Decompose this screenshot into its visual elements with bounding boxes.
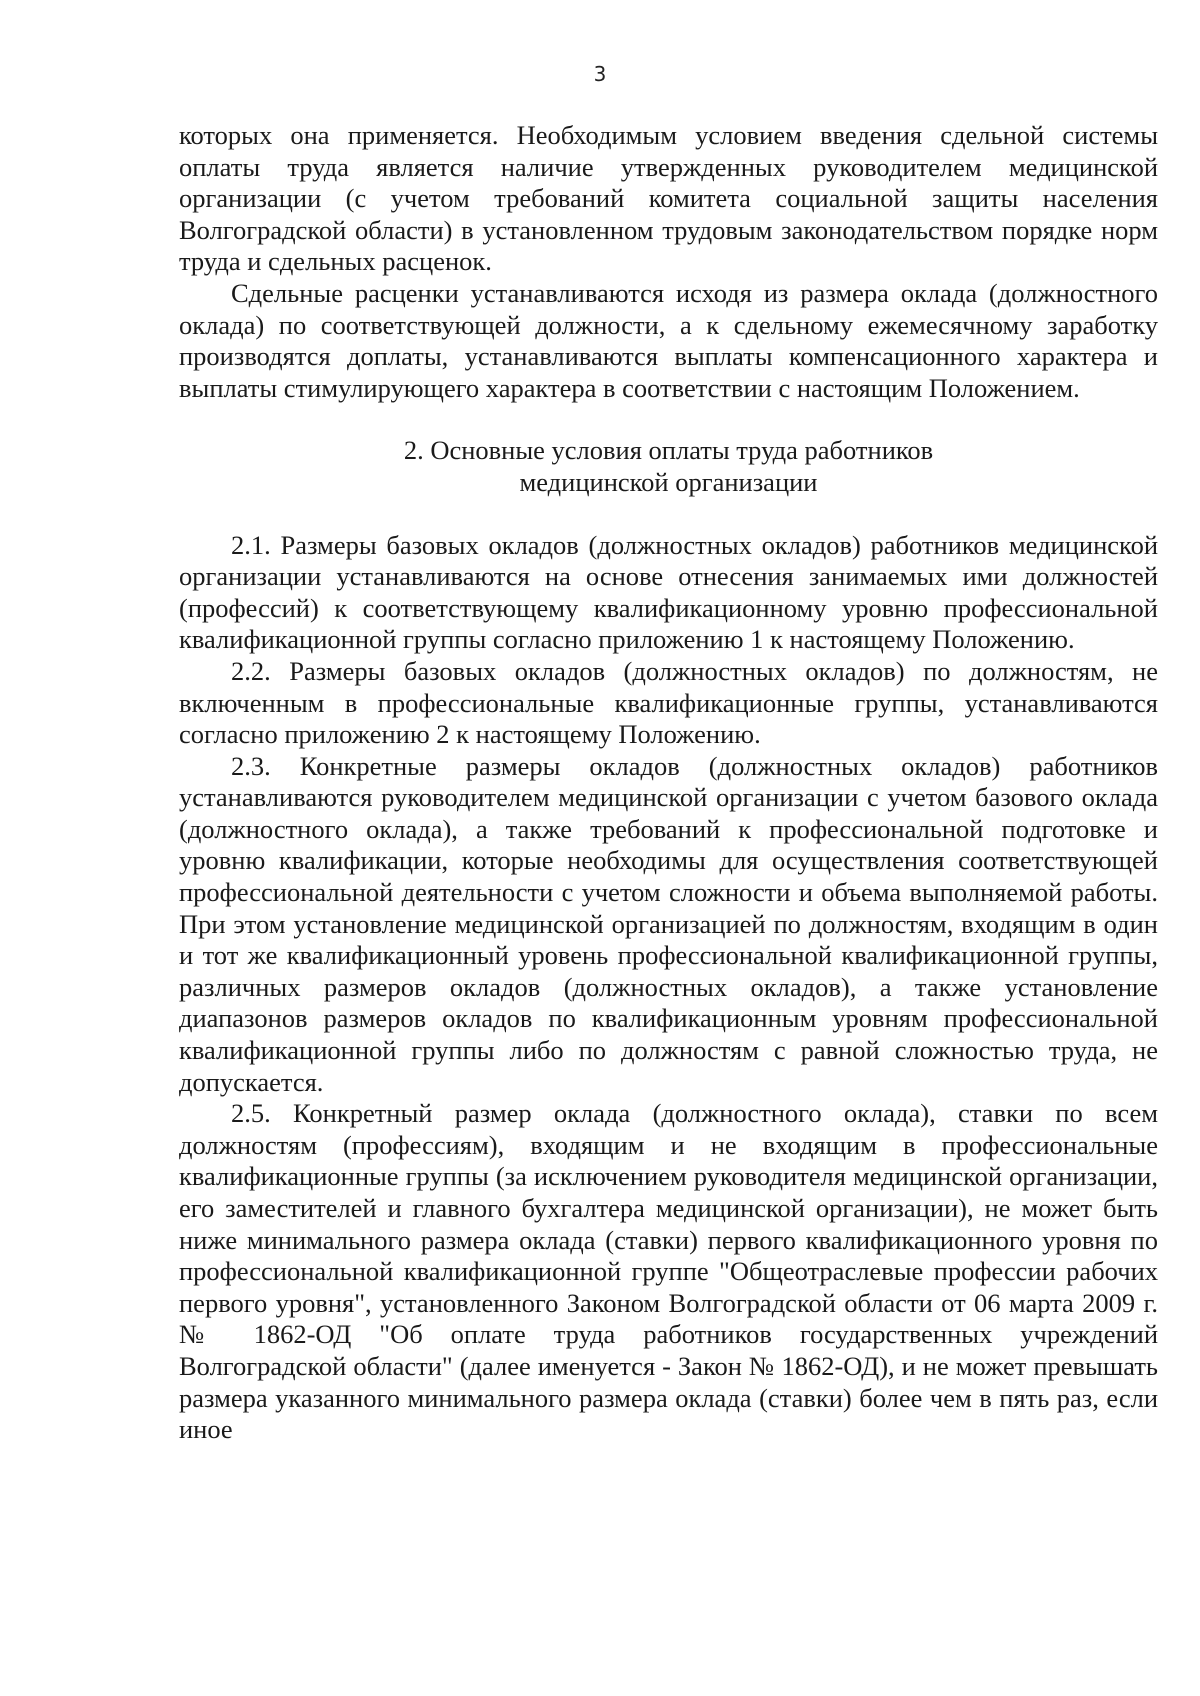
section-title-line-2: медицинской организации <box>519 466 818 497</box>
section-title-line-1: 2. Основные условия оплаты труда работников <box>403 435 934 466</box>
page-number: 3 <box>593 62 607 86</box>
paragraph-piece-rates: Сдельные расценки устанавливаются исходя из размера оклада (должностного оклада) по соответствующей должности, а к сдельному ежемесячному заработку производятся доплаты, устанавливаются выплаты компенсационного характера и выплаты стимулирующего характера в соответствии с настоящим Положением. <box>179 277 1158 403</box>
paragraph-2-2: 2.2. Размеры базовых окладов (должностных окладов) по должностям, не включенным в профессиональные квалификационные группы, устанавливаются согласно приложению 2 к настоящему Положению. <box>179 655 1158 750</box>
paragraph-2-5: 2.5. Конкретный размер оклада (должностного оклада), ставки по всем должностям (профессиям), входящим и не входящим в профессиональные квалификационные группы (за исключением руководителя медицинской организации, его заместителей и главного бухгалтера медицинской организации), не может быть ниже минимального размера оклада (ставки) первого квалификационного уровня по профессиональной квалификационной группе "Общеотраслевые профессии рабочих первого уровня", установленного Законом Волгоградской области от 06 марта 2009 г. № 1862-ОД "Об оплате труда работников государственных учреждений Волгоградской области" (далее именуется - Закон № 1862-ОД), и не может превышать размера указанного минимального размера оклада (ставки) более чем в пять раз, если иное <box>179 1098 1158 1445</box>
document-body <box>179 120 1158 1446</box>
paragraph-2-3: 2.3. Конкретные размеры окладов (должностных окладов) работников устанавливаются руководителем медицинской организации с учетом базового оклада (должностного оклада), а также требований к профессиональной подготовке и уровню квалификации, которые необходимы для осуществления соответствующей профессиональной деятельности с учетом сложности и объема выполняемой работы. При этом установление медицинской организацией по должностям, входящим в один и тот же квалификационный уровень профессиональной квалификационной группы, различных размеров окладов (должностных окладов), а также установление диапазонов размеров окладов по квалификационным уровням профессиональной квалификационной группы либо по должностям с равной сложностью труда, не допускается. <box>179 750 1158 1097</box>
paragraph-2-1: 2.1. Размеры базовых окладов (должностных окладов) работников медицинской организации устанавливаются на основе отнесения занимаемых ими должностей (профессий) к соответствующему квалификационному уровню профессиональной квалификационной группы согласно приложению 1 к настоящему Положению. <box>179 529 1158 655</box>
paragraph-continuation: которых она применяется. Необходимым условием введения сдельной системы оплаты труда является наличие утвержденных руководителем медицинской организации (с учетом требований комитета социальной защиты населения Волгоградской области) в установленном трудовым законодательством порядке норм труда и сдельных расценок. <box>179 120 1158 277</box>
section-title <box>179 435 1158 498</box>
